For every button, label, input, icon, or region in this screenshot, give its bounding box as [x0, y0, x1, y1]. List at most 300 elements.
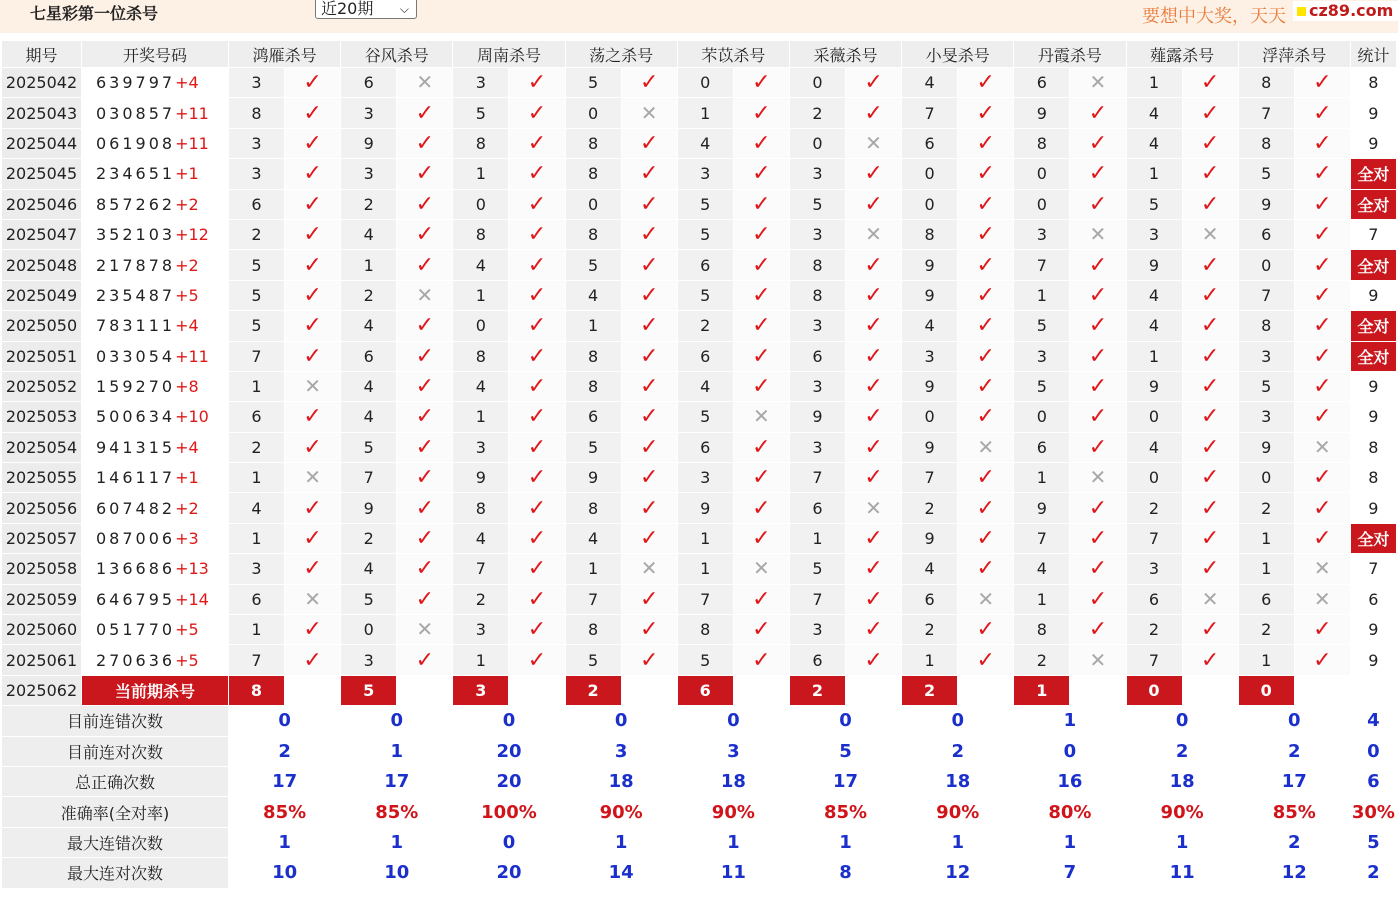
check-icon: ✓ — [639, 282, 659, 308]
kill-number: 7 — [902, 463, 958, 493]
draw-plus-number: +2 — [175, 255, 199, 275]
kill-number: 3 — [229, 128, 285, 158]
draw-digits: 033054 — [96, 346, 176, 366]
kill-number: 1 — [1014, 463, 1070, 493]
check-icon — [733, 615, 789, 645]
check-icon: ✓ — [1088, 404, 1108, 430]
check-icon: ✓ — [527, 434, 547, 460]
empty-cell — [845, 675, 901, 705]
summary-stat-value: 30% — [1350, 797, 1396, 827]
kill-number: 2 — [789, 98, 845, 128]
check-icon: ✓ — [976, 161, 995, 187]
kill-number: 3 — [677, 463, 733, 493]
check-icon — [509, 189, 565, 219]
cross-icon: ✕ — [1201, 586, 1219, 611]
summary-label: 目前连对次数 — [2, 736, 229, 766]
check-icon: ✓ — [1200, 282, 1220, 308]
top-bar — [0, 0, 1398, 33]
kill-number: 4 — [1126, 432, 1182, 462]
stat-value: 9 — [1350, 98, 1396, 128]
check-icon: ✓ — [415, 161, 434, 187]
check-icon: ✓ — [1313, 313, 1332, 339]
kill-number: 6 — [902, 584, 958, 614]
check-icon — [733, 493, 789, 523]
check-icon: ✓ — [1200, 495, 1220, 521]
check-icon — [285, 554, 341, 584]
check-icon: ✓ — [752, 313, 771, 339]
empty-cell — [733, 675, 789, 705]
kill-number: 8 — [453, 341, 509, 371]
check-icon — [1294, 280, 1350, 310]
check-icon: ✓ — [1088, 526, 1108, 552]
stat-value: 9 — [1350, 645, 1396, 675]
draw-digits: 352103 — [96, 225, 176, 245]
check-icon — [1070, 371, 1126, 401]
check-icon: ✓ — [527, 495, 547, 521]
kill-number: 5 — [341, 584, 397, 614]
cross-icon: ✕ — [416, 617, 434, 642]
check-icon: ✓ — [303, 404, 322, 430]
issue-number: 2025058 — [2, 554, 82, 584]
cross-icon: ✕ — [865, 130, 882, 155]
check-icon — [509, 219, 565, 249]
draw-digits: 857262 — [96, 194, 176, 214]
check-icon — [621, 311, 677, 341]
check-icon: ✓ — [415, 374, 434, 400]
stat-value: 9 — [1350, 493, 1396, 523]
cross-icon: ✕ — [977, 586, 995, 611]
kill-number: 6 — [229, 402, 285, 432]
stat-value: 9 — [1350, 615, 1396, 645]
draw-numbers — [82, 98, 229, 128]
cross-icon — [621, 554, 677, 584]
kill-number: 3 — [789, 615, 845, 645]
check-icon: ✓ — [527, 343, 547, 369]
check-icon: ✓ — [639, 586, 659, 612]
check-icon: ✓ — [976, 70, 995, 96]
check-icon: ✓ — [1200, 434, 1220, 460]
site-badge[interactable] — [1293, 1, 1398, 21]
check-icon: ✓ — [1088, 434, 1108, 460]
kill-number: 8 — [789, 280, 845, 310]
check-icon: ✓ — [1313, 191, 1332, 217]
period-select-value: 近20期 — [321, 0, 374, 18]
check-icon — [845, 432, 901, 462]
check-icon — [958, 523, 1014, 553]
check-icon: ✓ — [1200, 526, 1220, 552]
kill-number: 5 — [789, 554, 845, 584]
stat-value: 8 — [1350, 463, 1396, 493]
kill-number: 3 — [1126, 554, 1182, 584]
check-icon — [733, 98, 789, 128]
check-icon — [845, 250, 901, 280]
draw-numbers — [82, 189, 229, 219]
kill-number: 4 — [453, 250, 509, 280]
check-icon: ✓ — [303, 647, 322, 673]
check-icon — [397, 98, 453, 128]
check-icon: ✓ — [752, 647, 771, 673]
table-row — [2, 98, 1397, 128]
check-icon: ✓ — [527, 70, 547, 96]
cross-icon: ✕ — [304, 374, 321, 399]
marquee-text: 要想中大奖，天天 — [1142, 6, 1286, 27]
stat-value: 9 — [1350, 402, 1396, 432]
draw-numbers — [82, 432, 229, 462]
kill-number: 5 — [1126, 189, 1182, 219]
check-icon — [958, 250, 1014, 280]
check-icon: ✓ — [752, 465, 771, 491]
check-icon — [621, 219, 677, 249]
current-kill-number: 2 — [789, 675, 845, 705]
summary-value: 2 — [1238, 736, 1350, 766]
draw-digits: 783111 — [96, 316, 176, 336]
summary-value: 1 — [789, 827, 901, 857]
stat-value: 全对 — [1350, 189, 1396, 219]
draw-digits: 051770 — [96, 620, 176, 640]
kill-number: 3 — [1014, 219, 1070, 249]
check-icon — [285, 432, 341, 462]
check-icon: ✓ — [1088, 282, 1108, 308]
issue-number: 2025055 — [2, 463, 82, 493]
stat-value: 全对 — [1350, 341, 1396, 371]
kill-number: 1 — [229, 615, 285, 645]
draw-numbers — [82, 463, 229, 493]
summary-value: 0 — [677, 706, 789, 736]
kill-number: 0 — [453, 311, 509, 341]
col-stat: 统计 — [1350, 41, 1396, 68]
kill-number: 2 — [341, 189, 397, 219]
cross-icon: ✕ — [752, 404, 770, 429]
summary-value: 90% — [677, 797, 789, 827]
draw-plus-number: +5 — [175, 620, 199, 640]
check-icon: ✓ — [864, 647, 883, 673]
kill-number: 9 — [902, 523, 958, 553]
check-icon — [509, 584, 565, 614]
kill-number: 9 — [341, 128, 397, 158]
kill-number: 2 — [1238, 615, 1294, 645]
kill-number: 4 — [341, 371, 397, 401]
draw-numbers — [82, 250, 229, 280]
check-icon — [845, 311, 901, 341]
kill-number: 3 — [453, 68, 509, 98]
draw-digits: 500634 — [96, 407, 176, 427]
draw-numbers — [82, 554, 229, 584]
kill-number: 3 — [1126, 219, 1182, 249]
kill-number: 1 — [1238, 554, 1294, 584]
kill-number: 5 — [789, 189, 845, 219]
summary-value: 1 — [1014, 827, 1126, 857]
check-icon — [1182, 311, 1238, 341]
summary-value: 0 — [565, 706, 677, 736]
summary-value: 0 — [453, 706, 565, 736]
kill-number: 8 — [565, 128, 621, 158]
check-icon — [733, 341, 789, 371]
check-icon: ✓ — [976, 465, 995, 491]
draw-numbers — [82, 402, 229, 432]
check-icon: ✓ — [1200, 313, 1220, 339]
check-icon — [958, 280, 1014, 310]
col-killer: 浮萍杀号 — [1238, 41, 1350, 68]
col-killer: 小旻杀号 — [902, 41, 1014, 68]
check-icon — [1182, 432, 1238, 462]
check-icon — [958, 554, 1014, 584]
summary-value: 90% — [902, 797, 1014, 827]
summary-value: 10 — [229, 858, 341, 888]
kill-number: 6 — [677, 341, 733, 371]
cross-icon — [1182, 219, 1238, 249]
check-icon: ✓ — [303, 161, 322, 187]
kill-number: 4 — [341, 311, 397, 341]
check-icon: ✓ — [864, 252, 883, 278]
summary-value: 17 — [341, 766, 453, 796]
summary-value: 3 — [565, 736, 677, 766]
check-icon: ✓ — [752, 222, 771, 248]
check-icon — [845, 68, 901, 98]
check-icon: ✓ — [864, 617, 883, 643]
kill-number: 3 — [789, 432, 845, 462]
check-icon: ✓ — [639, 647, 659, 673]
summary-value: 85% — [341, 797, 453, 827]
kill-number: 8 — [1238, 68, 1294, 98]
kill-number: 8 — [565, 493, 621, 523]
check-icon: ✓ — [864, 374, 883, 400]
check-icon: ✓ — [752, 617, 771, 643]
cross-icon: ✕ — [865, 495, 882, 520]
draw-plus-number: +13 — [175, 559, 209, 579]
table-row — [2, 219, 1397, 249]
kill-number: 5 — [1238, 159, 1294, 189]
summary-value: 18 — [565, 766, 677, 796]
kill-number: 7 — [1238, 98, 1294, 128]
kill-number: 6 — [229, 189, 285, 219]
cross-icon — [845, 128, 901, 158]
check-icon — [285, 280, 341, 310]
current-kill-number: 2 — [565, 675, 621, 705]
check-icon: ✓ — [527, 465, 547, 491]
summary-label: 总正确次数 — [2, 766, 229, 796]
draw-plus-number: +14 — [175, 589, 209, 609]
check-icon: ✓ — [415, 647, 434, 673]
check-icon — [845, 645, 901, 675]
check-icon: ✓ — [303, 222, 322, 248]
kill-number: 3 — [1238, 341, 1294, 371]
issue-number: 2025061 — [2, 645, 82, 675]
kill-number: 4 — [1014, 554, 1070, 584]
kill-number: 6 — [1014, 432, 1070, 462]
check-icon — [845, 463, 901, 493]
check-icon: ✓ — [527, 374, 547, 400]
summary-value: 0 — [341, 706, 453, 736]
check-icon: ✓ — [1088, 191, 1108, 217]
summary-stat-value: 6 — [1350, 766, 1396, 796]
kill-number: 5 — [1238, 371, 1294, 401]
summary-stat-value: 4 — [1350, 706, 1396, 736]
check-icon: ✓ — [752, 495, 771, 521]
draw-plus-number: +1 — [175, 468, 199, 488]
kill-number: 4 — [565, 523, 621, 553]
kill-number: 6 — [789, 341, 845, 371]
check-icon — [1182, 341, 1238, 371]
kill-number: 3 — [789, 159, 845, 189]
summary-value: 17 — [229, 766, 341, 796]
check-icon: ✓ — [1313, 161, 1332, 187]
table-row — [2, 584, 1397, 614]
check-icon — [958, 402, 1014, 432]
current-kill-number: 3 — [453, 675, 509, 705]
kill-number: 8 — [565, 615, 621, 645]
table-row — [2, 280, 1397, 310]
kill-number: 1 — [229, 523, 285, 553]
current-kill-number: 2 — [902, 675, 958, 705]
kill-number: 3 — [229, 68, 285, 98]
kill-number: 1 — [341, 250, 397, 280]
kill-number: 6 — [229, 584, 285, 614]
cross-icon: ✕ — [640, 100, 658, 125]
check-icon: ✓ — [976, 191, 995, 217]
check-icon: ✓ — [752, 100, 771, 126]
check-icon — [509, 341, 565, 371]
draw-numbers — [82, 280, 229, 310]
check-icon: ✓ — [639, 313, 659, 339]
check-icon: ✓ — [864, 313, 883, 339]
summary-value: 12 — [1238, 858, 1350, 888]
kill-number: 1 — [902, 645, 958, 675]
check-icon: ✓ — [976, 130, 995, 156]
summary-value: 85% — [789, 797, 901, 827]
check-icon: ✓ — [639, 343, 659, 369]
check-icon: ✓ — [1313, 374, 1332, 400]
issue-number: 2025048 — [2, 250, 82, 280]
check-icon: ✓ — [1313, 282, 1332, 308]
check-icon: ✓ — [864, 586, 883, 612]
kill-number: 4 — [229, 493, 285, 523]
kill-number: 0 — [902, 159, 958, 189]
kill-number: 2 — [229, 219, 285, 249]
draw-plus-number: +4 — [175, 316, 199, 336]
check-icon: ✓ — [527, 130, 547, 156]
check-icon: ✓ — [752, 282, 771, 308]
summary-label: 最大连对次数 — [2, 858, 229, 888]
kill-number: 5 — [1014, 371, 1070, 401]
summary-row — [2, 736, 1397, 766]
check-icon — [509, 280, 565, 310]
period-select[interactable] — [315, 0, 417, 19]
check-icon — [285, 159, 341, 189]
check-icon: ✓ — [1200, 161, 1220, 187]
cross-icon — [621, 98, 677, 128]
kill-number: 3 — [789, 371, 845, 401]
draw-digits: 941315 — [96, 437, 176, 457]
empty-cell — [509, 675, 565, 705]
kill-number: 9 — [341, 493, 397, 523]
check-icon: ✓ — [1200, 647, 1220, 673]
kill-number: 5 — [565, 68, 621, 98]
draw-digits: 136686 — [96, 559, 176, 579]
check-icon — [845, 615, 901, 645]
kill-number: 5 — [453, 98, 509, 128]
check-icon — [958, 311, 1014, 341]
check-icon — [621, 128, 677, 158]
kill-number: 7 — [1126, 523, 1182, 553]
draw-digits: 087006 — [96, 529, 176, 549]
summary-row — [2, 827, 1397, 857]
check-icon — [958, 68, 1014, 98]
kill-number: 1 — [789, 523, 845, 553]
stat-value: 全对 — [1350, 311, 1396, 341]
check-icon: ✓ — [415, 404, 434, 430]
draw-numbers — [82, 645, 229, 675]
check-icon — [397, 128, 453, 158]
kill-number: 9 — [1126, 371, 1182, 401]
check-icon: ✓ — [527, 556, 547, 582]
check-icon — [1294, 615, 1350, 645]
table-row — [2, 402, 1397, 432]
check-icon: ✓ — [1088, 313, 1108, 339]
check-icon — [397, 432, 453, 462]
issue-number: 2025047 — [2, 219, 82, 249]
check-icon — [1294, 311, 1350, 341]
cross-icon — [1182, 584, 1238, 614]
check-icon — [509, 523, 565, 553]
kill-number: 6 — [1238, 219, 1294, 249]
draw-digits: 217878 — [96, 255, 176, 275]
check-icon: ✓ — [1088, 495, 1108, 521]
col-draw: 开奖号码 — [82, 41, 229, 68]
table-row — [2, 523, 1397, 553]
check-icon: ✓ — [1200, 343, 1220, 369]
check-icon — [1070, 584, 1126, 614]
check-icon: ✓ — [303, 343, 322, 369]
check-icon — [845, 523, 901, 553]
kill-number: 3 — [902, 341, 958, 371]
col-killer: 谷风杀号 — [341, 41, 453, 68]
check-icon: ✓ — [527, 282, 547, 308]
summary-label: 目前连错次数 — [2, 706, 229, 736]
check-icon — [845, 159, 901, 189]
check-icon — [1294, 463, 1350, 493]
table-row — [2, 371, 1397, 401]
check-icon — [958, 645, 1014, 675]
kill-number: 3 — [341, 159, 397, 189]
check-icon — [845, 280, 901, 310]
summary-value: 20 — [453, 736, 565, 766]
check-icon: ✓ — [415, 434, 434, 460]
draw-digits: 607482 — [96, 498, 176, 518]
cross-icon: ✕ — [1089, 70, 1107, 95]
check-icon — [1182, 280, 1238, 310]
kill-number: 8 — [565, 219, 621, 249]
check-icon — [509, 432, 565, 462]
check-icon: ✓ — [752, 586, 771, 612]
check-icon: ✓ — [1313, 70, 1332, 96]
check-icon: ✓ — [752, 252, 771, 278]
table-row — [2, 554, 1397, 584]
kill-number: 1 — [453, 645, 509, 675]
check-icon — [397, 250, 453, 280]
empty-cell — [397, 675, 453, 705]
check-icon — [733, 311, 789, 341]
summary-value: 2 — [1238, 827, 1350, 857]
check-icon — [845, 371, 901, 401]
check-icon — [285, 128, 341, 158]
issue-number: 2025052 — [2, 371, 82, 401]
check-icon: ✓ — [1200, 70, 1220, 96]
check-icon — [621, 615, 677, 645]
check-icon — [845, 98, 901, 128]
draw-plus-number: +4 — [175, 437, 199, 457]
cross-icon — [397, 68, 453, 98]
check-icon — [621, 402, 677, 432]
